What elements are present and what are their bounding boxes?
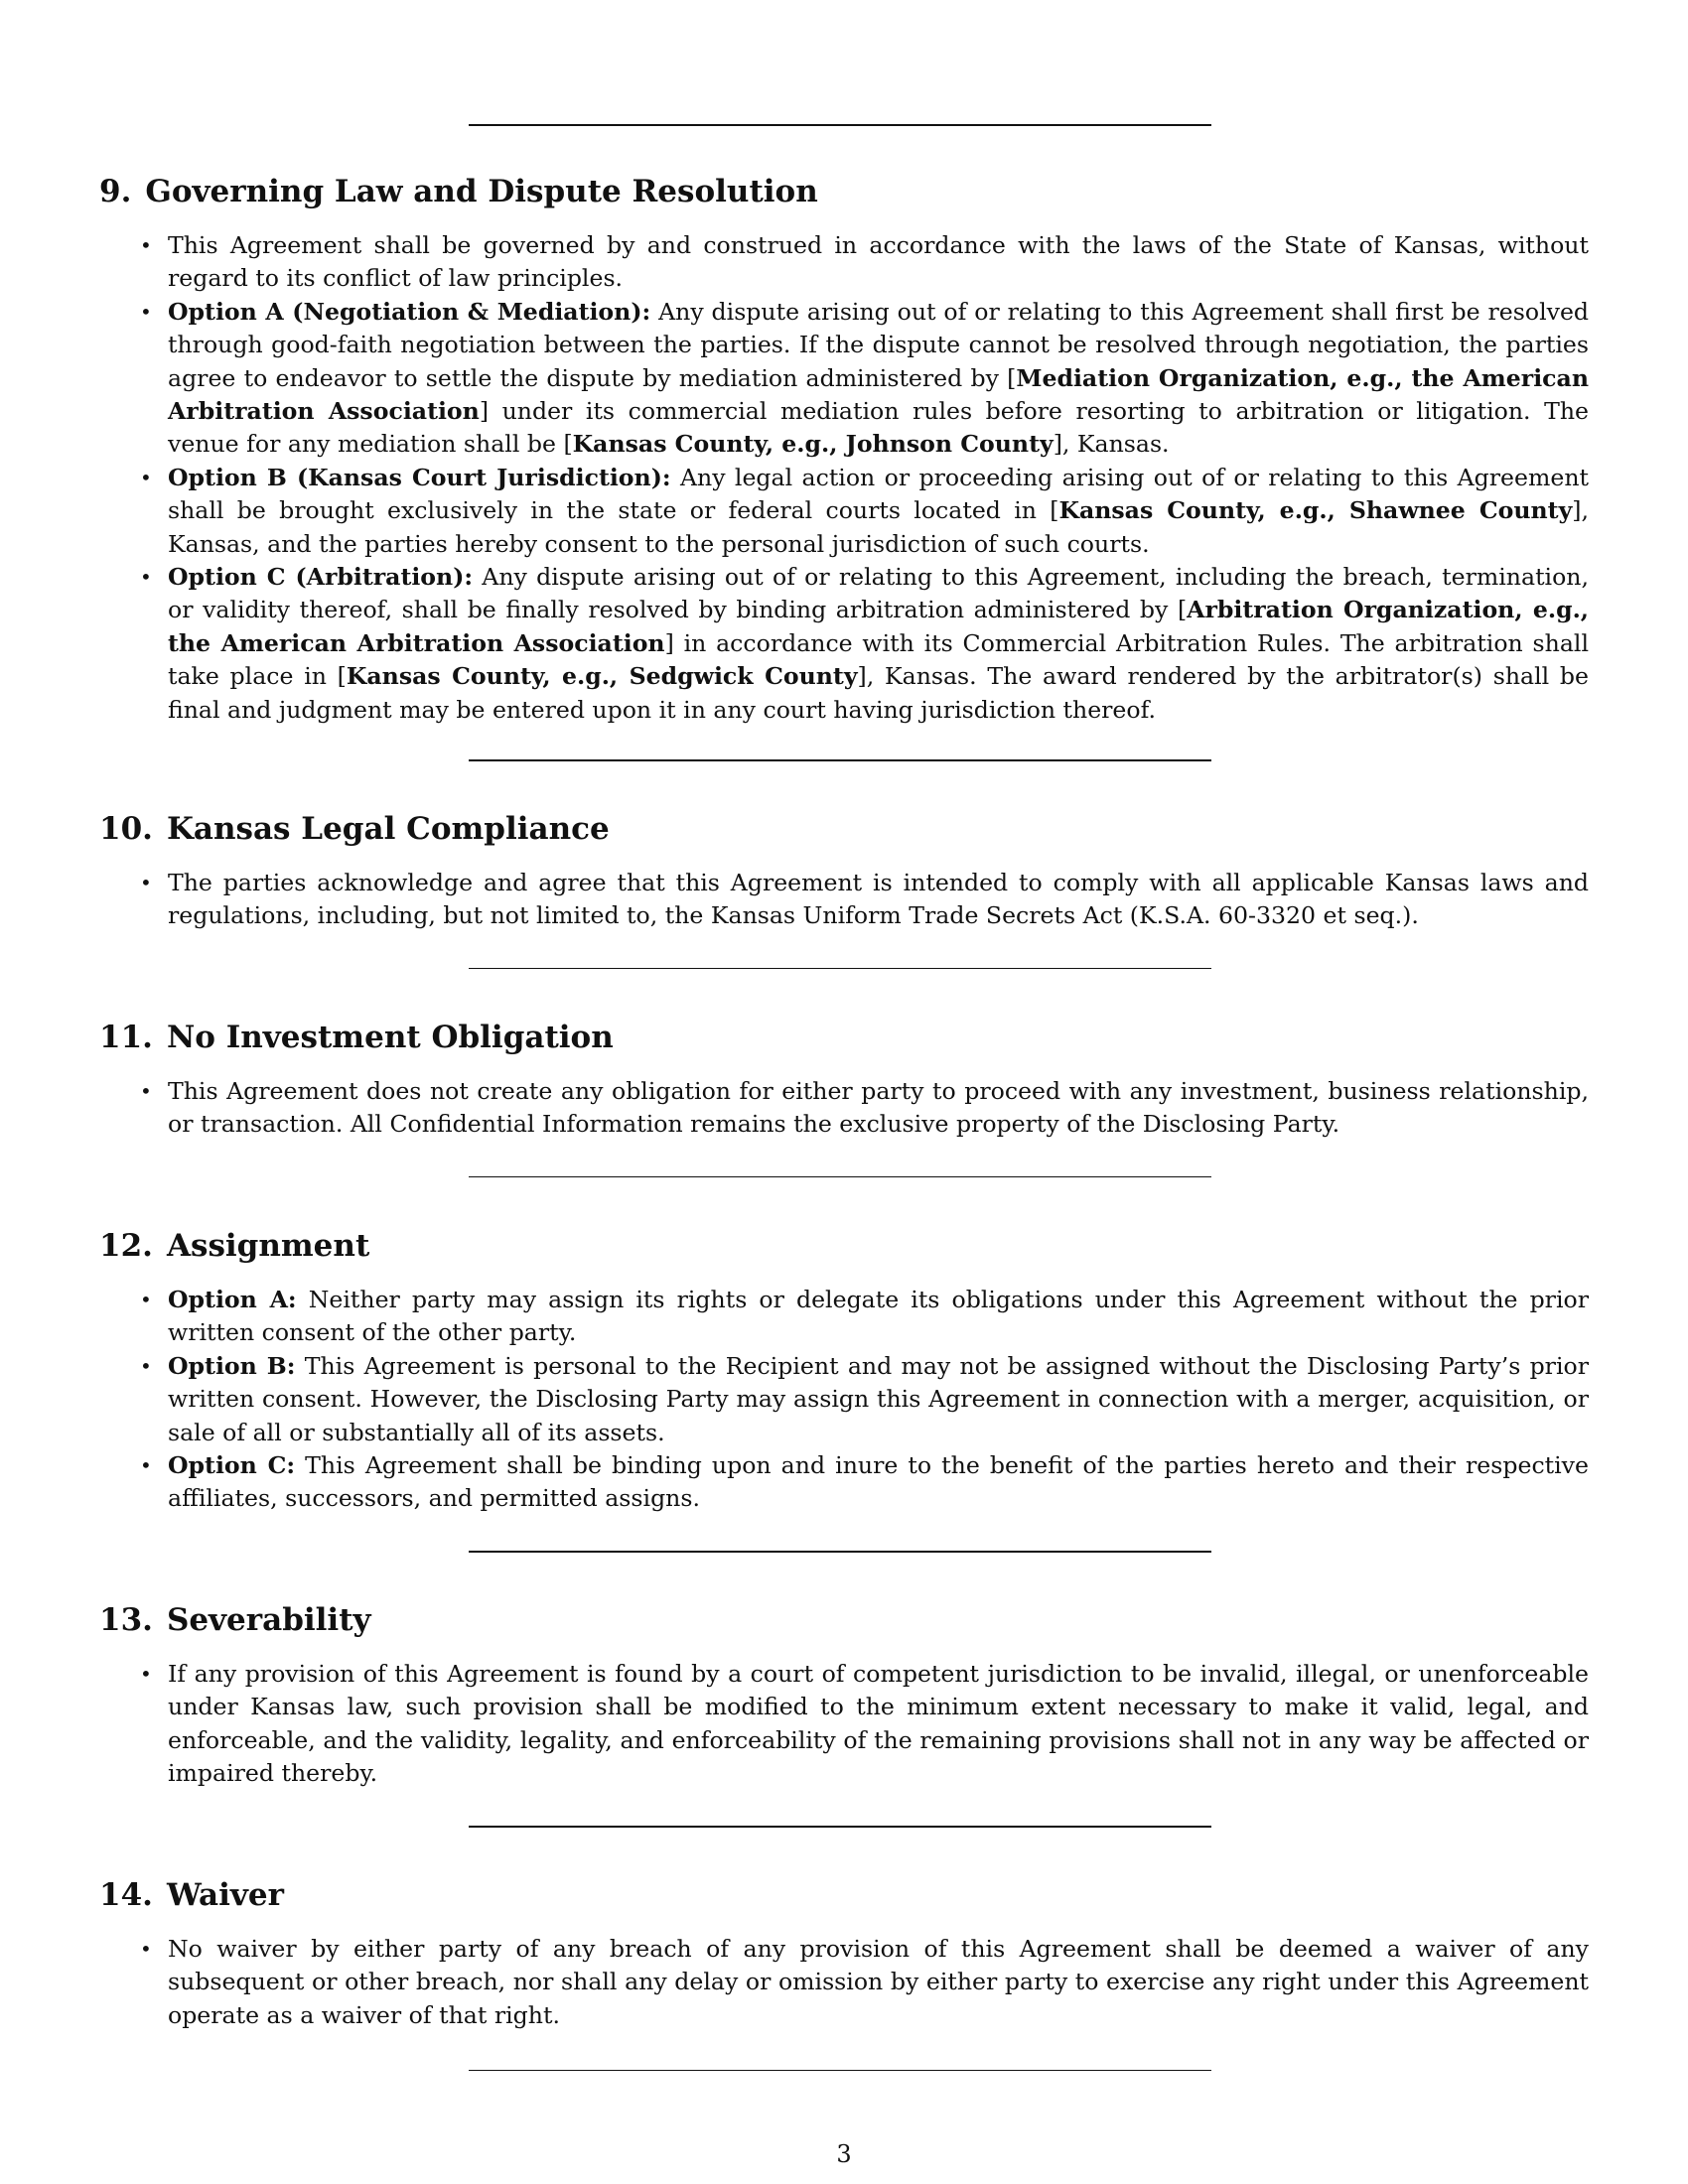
bullet-icon: •: [140, 1353, 152, 1378]
section-heading: [99, 1018, 1589, 1057]
section-assignment: [99, 1226, 1589, 1516]
section-number: 13.: [99, 1602, 153, 1638]
list-item: [99, 867, 1589, 933]
section-number: 9.: [99, 174, 132, 209]
bullet-icon: •: [140, 465, 152, 489]
item-text: If any provision of this Agreement is found by a court of competent jurisdiction to be invalid, illegal, or unenforceable under Kansas law, such provision shall be modified to the minimum extent necessary to make it valid, legal, and enforceable, and the validity, legality, and enforceability of the remaining provisions shall not in any way be affected or impaired thereby.: [168, 1660, 1589, 1788]
section-title: Waiver: [166, 1877, 284, 1913]
bullet-icon: •: [140, 565, 152, 590]
bullet-list: [99, 1933, 1589, 2032]
section-number: 11.: [99, 1020, 153, 1055]
list-item: [99, 1449, 1589, 1516]
section-number: 10.: [99, 811, 153, 847]
bullet-icon: •: [140, 233, 152, 257]
section-number: 12.: [99, 1228, 153, 1264]
section-severability: [99, 1600, 1589, 1791]
item-text: This Agreement does not create any obligation for either party to proceed with any investment, business relationship, or transaction. All Confidential Information remains the exclusive property of the Disclosing Party.: [168, 1077, 1589, 1139]
bullet-icon: •: [140, 871, 152, 894]
bullet-icon: •: [140, 299, 152, 324]
option-label: Option C (Arbitration):: [168, 563, 474, 592]
bullet-list: [99, 1658, 1589, 1791]
item-text: This Agreement shall be binding upon and inure to the benefit of the parties hereto and their respective affiliates, successors, and permitted assigns.: [168, 1451, 1589, 1513]
list-item: [99, 1350, 1589, 1449]
option-label: Option A:: [168, 1286, 297, 1313]
item-text: This Agreement is personal to the Recipient and may not be assigned without the Disclosing Party’s prior written consent. However, the Disclosing Party may assign this Agreement in connection with a merger, acquisition, or sale of all or substantially all of its assets.: [168, 1351, 1589, 1446]
list-item: [99, 1075, 1589, 1142]
item-text: This Agreement shall be governed by and construed in accordance with the laws of the State of Kansas, without regard to its conflict of law principles.: [168, 231, 1589, 293]
section-governing-law: [99, 172, 1589, 727]
section-divider: [469, 1176, 1211, 1177]
item-text: ], Kansas.: [1053, 430, 1170, 459]
bullet-icon: •: [140, 1453, 152, 1478]
option-label: Option B (Kansas Court Jurisdiction):: [168, 463, 671, 491]
item-text: The parties acknowledge and agree that this Agreement is intended to comply with all applicable Kansas laws and regulations, including, but not limited to, the Kansas Uniform Trade Secrets Act (K.S.A. 60-3320 et seq.).: [168, 869, 1589, 930]
item-text: ], Kansas, and the parties hereby consent to the personal jurisdiction of such courts.: [168, 496, 1589, 558]
item-text: ], Kansas. The award rendered by the arbitrator(s) shall be final and judgment may be entered upon it in any court having jurisdiction thereof.: [168, 662, 1589, 724]
option-label: Option B:: [168, 1351, 296, 1380]
bullet-list: [99, 867, 1589, 933]
bullet-icon: •: [140, 1937, 152, 1961]
section-title: Governing Law and Dispute Resolution: [145, 174, 818, 209]
section-heading: [99, 809, 1589, 849]
option-label: Option C:: [168, 1451, 296, 1480]
section-waiver: [99, 1875, 1589, 2032]
section-title: Kansas Legal Compliance: [166, 811, 610, 847]
item-text: Any dispute arising out of or relating to this Agreement, including the breach, termination, or validity thereof, shall be finally resolved by binding arbitration administered by [: [168, 563, 1589, 624]
item-text: ] under its commercial mediation rules before resorting to arbitration or litigation. The venue for any mediation shall be [: [168, 397, 1589, 459]
placeholder-field: Kansas County, e.g., Sedgwick County: [346, 662, 858, 691]
section-divider: [469, 1551, 1211, 1553]
section-heading: [99, 1226, 1589, 1266]
item-text: ] in accordance with its Commercial Arbitration Rules. The arbitration shall take place in [: [168, 628, 1589, 691]
section-kansas-compliance: [99, 809, 1589, 933]
page-number: 3: [836, 2140, 852, 2168]
list-item: [99, 296, 1589, 462]
item-text: Any legal action or proceeding arising out of or relating to this Agreement shall be brought exclusively in the state or federal courts located in [: [168, 463, 1589, 525]
section-no-investment: [99, 1018, 1589, 1142]
option-label: Option A (Negotiation & Mediation):: [168, 297, 651, 326]
list-item: [99, 1658, 1589, 1791]
section-divider: [469, 2070, 1211, 2071]
list-item: [99, 462, 1589, 561]
bullet-icon: •: [140, 1288, 152, 1311]
placeholder-field: Mediation Organization, e.g., the American Arbitration Association: [168, 363, 1589, 426]
section-title: Assignment: [166, 1228, 370, 1264]
item-text: No waiver by either party of any breach of any provision of this Agreement shall be deemed a waiver of any subsequent or other breach, nor shall any delay or omission by either party to exercise any right under this Agreement operate as a waiver of that right.: [168, 1935, 1589, 2029]
section-divider: [469, 968, 1211, 969]
section-divider: [469, 124, 1211, 126]
list-item: [99, 561, 1589, 727]
bullet-list: [99, 1284, 1589, 1516]
section-heading: [99, 1875, 1589, 1915]
placeholder-field: Kansas County, e.g., Johnson County: [572, 430, 1054, 459]
list-item: [99, 229, 1589, 296]
section-heading: [99, 1600, 1589, 1640]
section-title: Severability: [166, 1602, 371, 1638]
placeholder-field: Kansas County, e.g., Shawnee County: [1058, 496, 1573, 525]
item-text: Neither party may assign its rights or delegate its obligations under this Agreement without the prior written consent of the other party.: [168, 1286, 1589, 1347]
placeholder-field: Arbitration Organization, e.g., the American Arbitration Association: [168, 596, 1589, 657]
list-item: [99, 1284, 1589, 1350]
bullet-icon: •: [140, 1662, 152, 1686]
list-item: [99, 1933, 1589, 2032]
section-heading: [99, 172, 1589, 211]
section-divider: [469, 759, 1211, 761]
bullet-list: [99, 229, 1589, 727]
section-number: 14.: [99, 1877, 153, 1913]
section-divider: [469, 1826, 1211, 1828]
bullet-icon: •: [140, 1079, 152, 1103]
bullet-list: [99, 1075, 1589, 1142]
section-title: No Investment Obligation: [166, 1020, 614, 1055]
item-text: Any dispute arising out of or relating to this Agreement shall first be resolved through good-faith negotiation between the parties. If the dispute cannot be resolved through negotiation, the parties agree to endeavor to settle the dispute by mediation administered by [: [168, 297, 1590, 392]
